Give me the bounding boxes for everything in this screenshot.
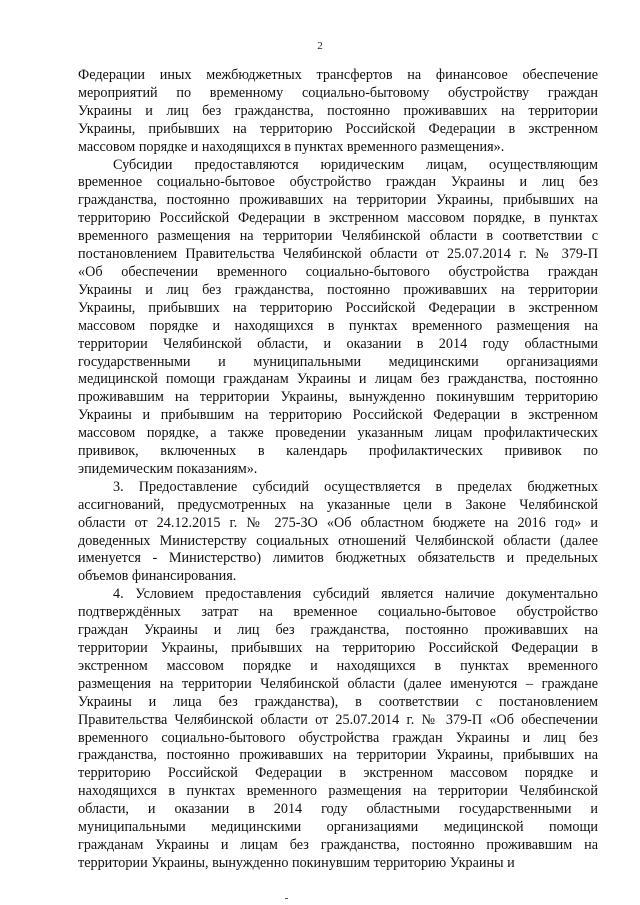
text-line: постановлением Правительства Челябинской области от 25.07.2014 г. № 379-П [78, 246, 598, 263]
text-line: массовом порядке, а также проведении указанным лицам профилактических [78, 425, 598, 442]
text-line: мероприятий по временному социально-бытовому обустройству граждан [78, 84, 598, 101]
paragraph [78, 67, 598, 157]
text-line: именуется - Министерство) лимитов бюджетных обязательств и предельных [78, 550, 598, 567]
paragraph [78, 157, 598, 479]
text-line: гражданства, постоянно проживавших на территории Украины, прибывших на [78, 747, 598, 764]
text-line: ассигнований, предусмотренных на указанные цели в Законе Челябинской [78, 496, 598, 513]
text-line: Украины, прибывших на территорию Российской Федерации в экстренном [78, 120, 598, 137]
text-line: подтверждённых затрат на временное социально-бытовое обустройство [78, 604, 598, 621]
text-line: области, и оказании в 2014 году областными государственными и [78, 801, 598, 818]
scan-artifact-dot [285, 898, 288, 899]
text-line: Украины и лиц без гражданства, постоянно проживавших на территории [78, 102, 598, 119]
text-line: массовом порядке и находящихся в пунктах временного размещения». [78, 138, 505, 155]
text-line: Украины и прибывшим на территорию Российской Федерации в экстренном [78, 407, 598, 424]
text-line: «Об обеспечении временного социально-бытового обустройства граждан [78, 263, 598, 280]
paragraph [78, 479, 598, 586]
text-line: государственными и муниципальными медицинскими организациями [78, 353, 598, 370]
text-line: проживавшим на территории Украины, вынужденно покинувшим территорию [78, 389, 598, 406]
text-line: территории Челябинской области, и оказании в 2014 году областными [78, 335, 598, 352]
text-line: временного размещения на территории Челябинской области в соответствии с [78, 228, 598, 245]
text-line: временное социально-бытовое обустройство граждан Украины и лиц без [78, 174, 598, 191]
text-line: гражданам Украины и лицам без гражданства, постоянно проживавшим на [78, 836, 598, 853]
text-line: территории Украины, прибывших на территорию Российской Федерации в [78, 640, 598, 656]
text-line: Федерации иных межбюджетных трансфертов на финансовое обеспечение [78, 67, 598, 83]
text-line: экстренном массовом порядке и находящихся в пунктах временного [78, 657, 598, 674]
text-line: размещения на территории Челябинской области (далее именуются – граждане [78, 675, 598, 692]
text-line: 4. Условием предоставления субсидий является наличие документально [113, 586, 598, 603]
text-line: массовом порядке и находящихся в пунктах временного размещения на [78, 317, 598, 334]
text-line: территорию Российской Федерации в экстренном массовом порядке и [78, 765, 598, 782]
text-line: муниципальными медицинскими организациями медицинской помощи [78, 819, 598, 836]
text-line: Правительства Челябинской области от 25.07.2014 г. № 379-П «Об обеспечении [78, 711, 598, 728]
text-line: Украины и лица без гражданства), в соответствии с постановлением [78, 693, 598, 710]
text-line: прививок, включенных в календарь профилактических прививок по [78, 443, 598, 460]
text-line: доведенных Министерству социальных отношений Челябинской области (далее [78, 532, 598, 549]
text-line: территорию Российской Федерации в экстренном массовом порядке, в пунктах [78, 210, 598, 227]
text-line: эпидемическим показаниям». [78, 460, 258, 477]
text-line: гражданства, постоянно проживавших на территории Украины, прибывших на [78, 192, 598, 209]
text-line: Украины и лиц без гражданства, постоянно проживавших на территории [78, 281, 598, 298]
text-line: граждан Украины и лиц без гражданства, постоянно проживавших на [78, 622, 598, 639]
text-line: объемов финансирования. [78, 568, 237, 585]
text-line: временного социально-бытового обустройства граждан Украины и лиц без [78, 729, 598, 746]
text-line: 3. Предоставление субсидий осуществляется в пределах бюджетных [113, 478, 598, 495]
text-line: территории Украины, вынужденно покинувшим территорию Украины и [78, 854, 515, 871]
text-line: Украины, прибывших на территорию Российской Федерации в экстренном [78, 299, 598, 316]
document-body [78, 67, 598, 873]
text-line: медицинской помощи гражданам Украины и лицам без гражданства, постоянно [78, 371, 598, 388]
text-line: находящихся в пунктах временного размещения на территории Челябинской [78, 783, 598, 800]
text-line: области от 24.12.2015 г. № 275-ЗО «Об областном бюджете на 2016 год» и [78, 514, 598, 531]
page-number: 2 [317, 40, 323, 52]
text-line: Субсидии предоставляются юридическим лицам, осуществляющим [113, 156, 598, 173]
paragraph [78, 586, 598, 873]
